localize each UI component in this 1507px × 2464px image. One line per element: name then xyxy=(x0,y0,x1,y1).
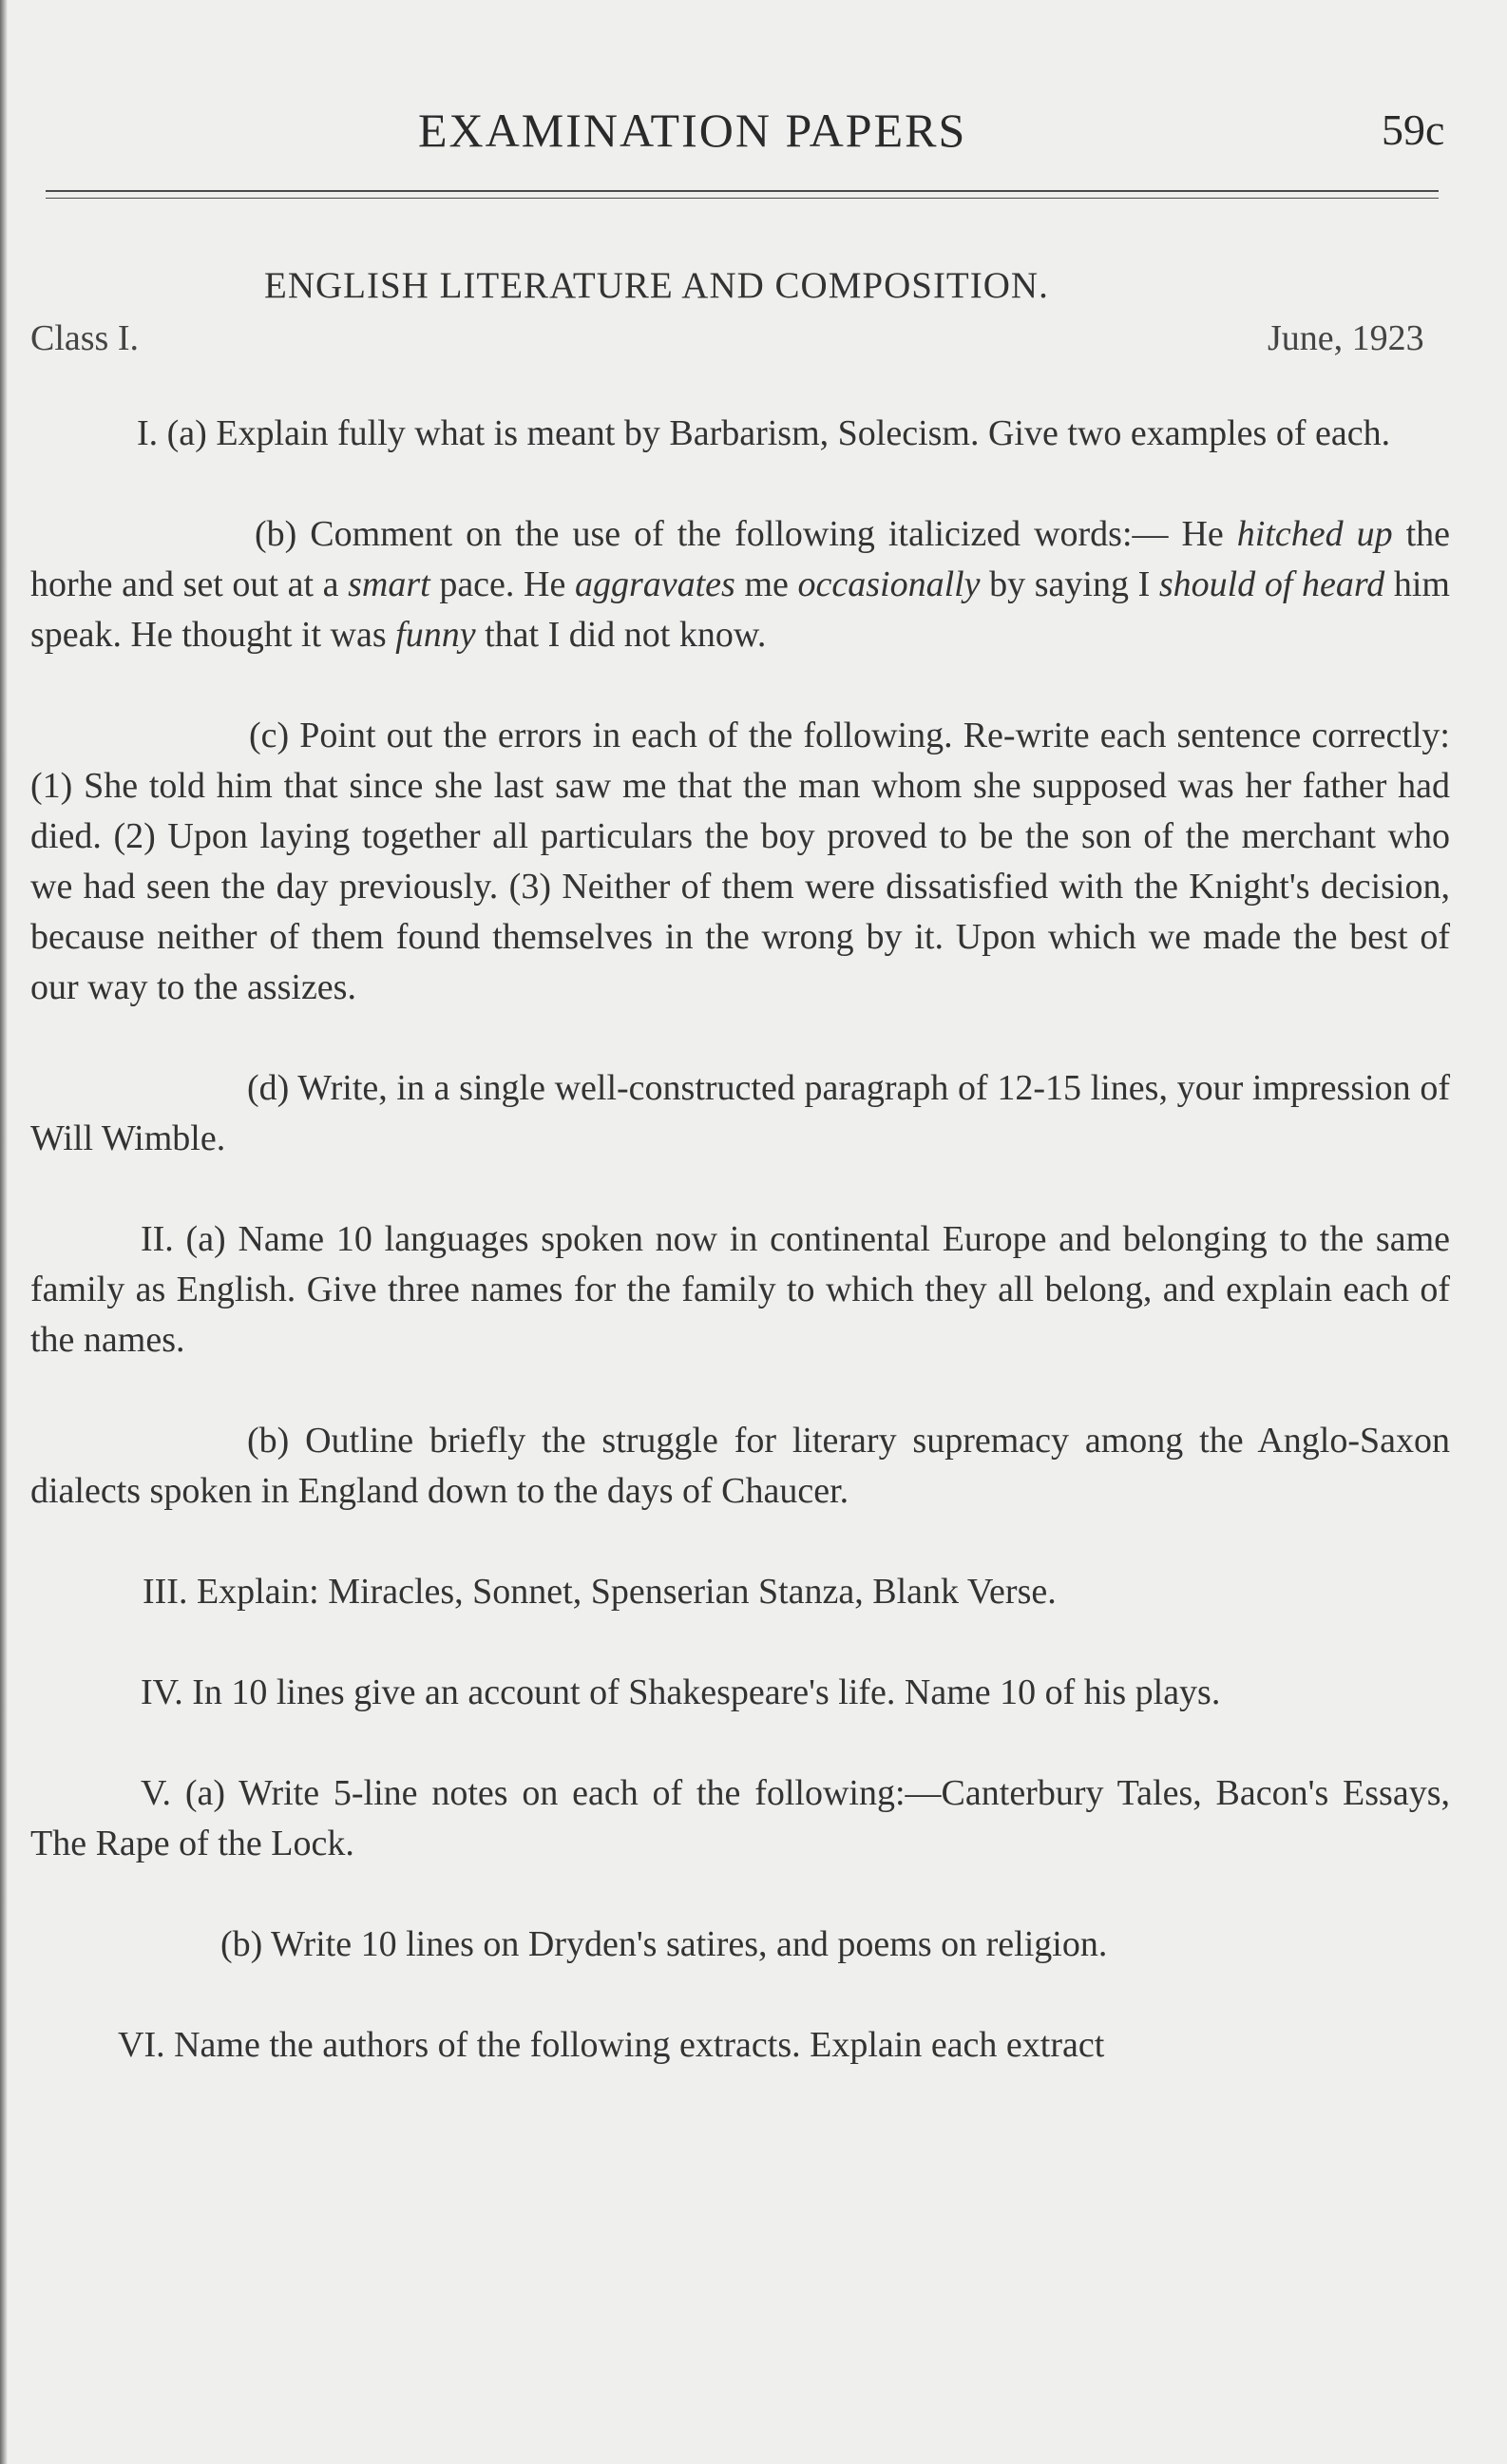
question-1c: (c) Point out the errors in each of the following. Re-write each sentence correctly: (1) She told him that since she last saw me that the man whom she supposed was her father had died. (2) Upon laying together all particulars the boy proved to be the son of the merchant who we had seen the day previously. (3) Neither of them were dissatisfied with the Knight's decision, because neither of them found themselves in the wrong by it. Upon which we made the best of our way to the assizes. xyxy=(30,716,1450,1007)
header-rule xyxy=(46,190,1439,201)
exam-date: June, 1923 xyxy=(1268,318,1424,358)
question-3: III. Explain: Miracles, Sonnet, Spenserian Stanza, Blank Verse. xyxy=(143,1572,1057,1612)
running-title: EXAMINATION PAPERS xyxy=(418,104,967,157)
q1b-text-7: that I did not know. xyxy=(475,615,767,655)
question-1b xyxy=(30,509,1450,660)
question-5a: V. (a) Write 5-line notes on each of the following:—Canterbury Tales, Bacon's Essays, The Rape of the Lock. xyxy=(30,1773,1450,1863)
q1b-text-2: the horhe and set out at a xyxy=(30,514,1451,604)
q1b-text-5: by saying I xyxy=(980,564,1159,604)
class-label: Class I. xyxy=(30,318,139,358)
q1b-italic-4: occasionally xyxy=(797,564,981,604)
q1b-italic-5: should of heard xyxy=(1158,564,1385,604)
q1b-italic-6: funny xyxy=(395,615,476,655)
question-2b: (b) Outline briefly the struggle for literary supremacy among the Anglo-Saxon dialects spoken in England down to the days of Chaucer. xyxy=(30,1421,1450,1511)
q1b-text-6: him speak. He thought it was xyxy=(30,564,1450,655)
question-6: VI. Name the authors of the following extracts. Explain each extract xyxy=(118,2025,1105,2065)
q1b-italic-2: smart xyxy=(348,564,430,604)
header-rule-lower xyxy=(46,198,1439,199)
question-5b: (b) Write 10 lines on Dryden's satires, and poems on religion. xyxy=(220,1924,1108,1964)
q1b-text-3: pace. He xyxy=(429,564,575,604)
q1b-italic-3: aggravates xyxy=(574,564,735,604)
question-2a: II. (a) Name 10 languages spoken now in continental Europe and belonging to the same family as English. Give three names for the family to which they all belong, and explain each of the names. xyxy=(30,1219,1450,1360)
page-binding-edge xyxy=(0,0,8,2464)
exam-questions xyxy=(30,409,1450,2071)
header-rule-upper xyxy=(46,190,1439,192)
question-1d: (d) Write, in a single well-constructed paragraph of 12-15 lines, your impression of Will Wimble. xyxy=(30,1068,1450,1158)
page-number: 59c xyxy=(1382,105,1445,154)
q1b-text-1: (b) Comment on the use of the following italicized words:— He xyxy=(255,514,1237,554)
section-title: ENGLISH LITERATURE AND COMPOSITION. xyxy=(264,265,1049,306)
question-4: IV. In 10 lines give an account of Shakespeare's life. Name 10 of his plays. xyxy=(141,1672,1221,1712)
q1b-text-4: me xyxy=(734,564,798,604)
question-1a: I. (a) Explain fully what is meant by Barbarism, Solecism. Give two examples of each. xyxy=(137,413,1391,453)
q1b-italic-1: hitched up xyxy=(1236,514,1393,554)
